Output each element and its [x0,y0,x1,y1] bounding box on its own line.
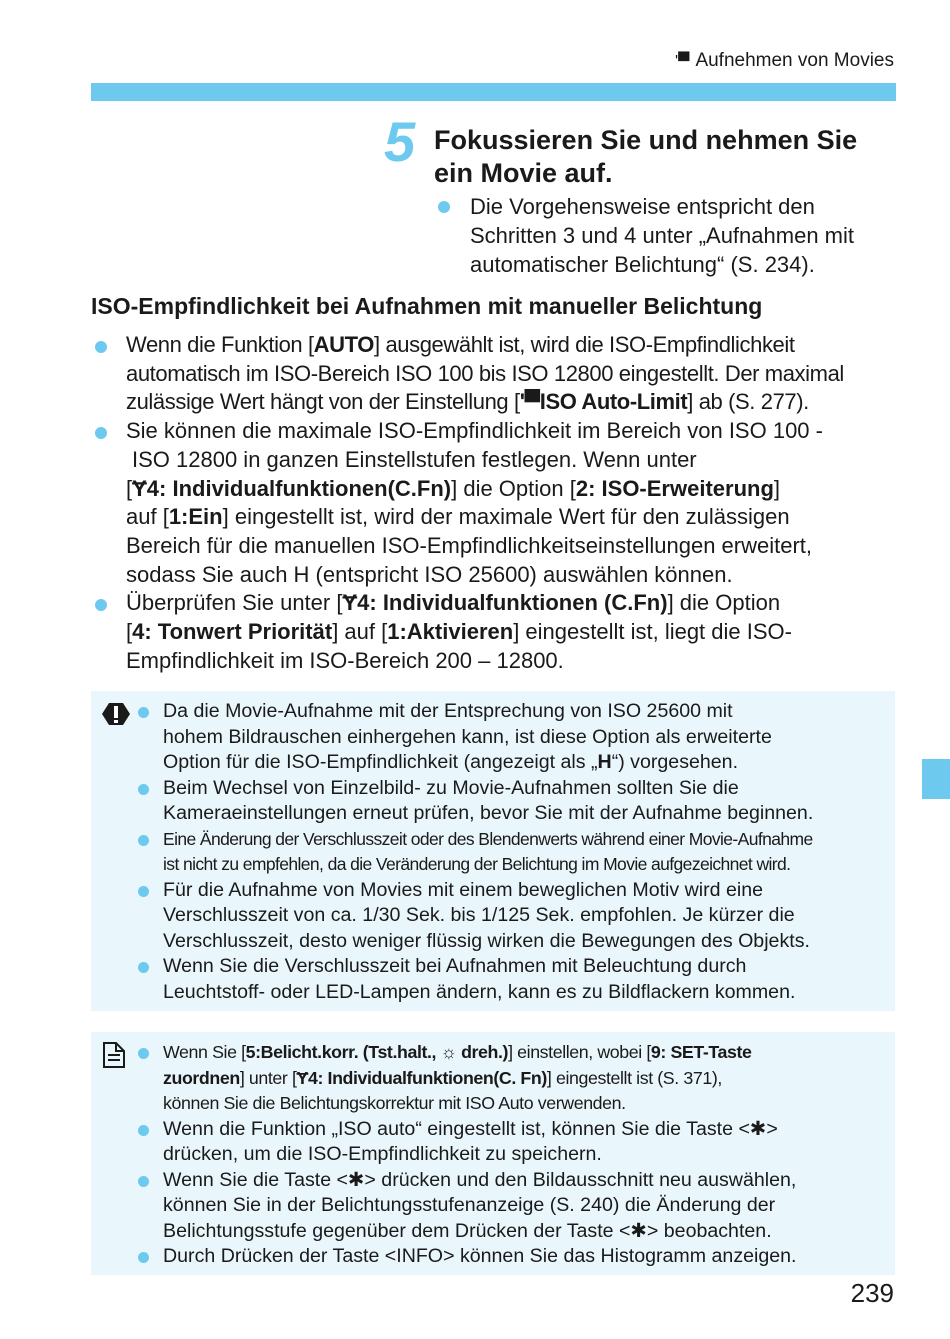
bullet-dot-icon [438,201,450,213]
list-item: Wenn die Funktion „ISO auto“ eingestellt ist, können Sie die Taste <✱> drücken, um die ISO-Empfindlichkeit zu speichern. [136,1117,886,1168]
list-item: Da die Movie-Aufnahme mit der Entsprechung von ISO 25600 mit hohem Bildrauschen einhergehen kann, ist diese Option als erweiterte Option für die ISO-Empfindlichkeit (angezeigt als „H“) vorgesehen. [136,699,886,776]
movie-camera-icon: '▀ [675,53,690,70]
header-title: Aufnehmen von Movies [695,50,894,71]
list-item: Durch Drücken der Taste <INFO> können Sie das Histogramm anzeigen. [136,1244,886,1270]
list-item: Sie können die maximale ISO-Empfindlichkeit im Bereich von ISO 100 - ISO 12800 in ganzen Einstellstufen festlegen. Wenn unter [Ɏ4: Individualfunktionen(C.Fn)] die Option [2: ISO-Erweiterung] auf [1:Ein] eingestellt ist, wird der maximale Wert für den zulässigen Bereich für die manuellen ISO-Empfindlichkeitseinstellungen erweitert, sodass Sie auch H (entspricht ISO 25600) auswählen können. [91,417,903,589]
bullet-dot-icon [138,1048,149,1059]
bullet-dot-icon [95,427,107,439]
bullet-dot-icon [138,886,149,897]
list-item: Beim Wechsel von Einzelbild- zu Movie-Aufnahmen sollten Sie die Kameraeinstellungen erneut prüfen, bevor Sie mit der Aufnahme beginnen. [136,776,886,827]
main-bullet-list [91,331,903,675]
bullet-dot-icon [138,835,149,846]
list-item: Wenn Sie die Taste <✱> drücken und den Bildausschnitt neu auswählen, können Sie in der Belichtungsstufenanzeige (S. 240) die Änderung der Belichtungsstufe gegenüber dem Drücken der Taste <✱> beobachten. [136,1168,886,1245]
ae-lock-icon: ✱ [348,1168,365,1191]
step-bullet: Die Vorgehensweise entspricht den Schritten 3 und 4 unter „Aufnahmen mit automatischer Belichtung“ (S. 234). [470,192,910,279]
step-title: Fokussieren Sie und nehmen Sie ein Movie auf. [434,125,858,188]
memo-list [136,1040,886,1270]
memo-box [91,1032,895,1275]
caution-box [91,691,895,1011]
bullet-dot-icon [95,341,107,353]
list-item: Wenn Sie [5:Belicht.korr. (Tst.halt., ☼ dreh.)] einstellen, wobei [9: SET-Taste zuordnen] unter [Ɏ4: Individualfunktionen(C. Fn)] eingestellt ist (S. 371), können Sie die Belichtungskorrektur mit ISO Auto verwenden. [136,1040,886,1117]
bullet-dot-icon [138,784,149,795]
list-item: Wenn Sie die Verschlusszeit bei Aufnahmen mit Beleuchtung durch Leuchtstoff- oder LED-Lampen ändern, kann es zu Bildflackern kommen. [136,954,886,1005]
chapter-tab [922,759,950,799]
bullet-dot-icon [138,707,149,718]
caution-list [136,699,886,1005]
memo-icon [101,1040,127,1070]
page-number: 239 [850,1278,894,1308]
ae-lock-icon: ✱ [630,1219,647,1242]
bullet-dot-icon [138,1252,149,1263]
list-item: Wenn die Funktion [AUTO] ausgewählt ist, wird die ISO-Empfindlichkeit automatisch im ISO-Bereich ISO 100 bis ISO 12800 eingestellt. Der maximal zulässige Wert hängt von der Einstellung ['▀ISO Auto-Limit] ab (S. 277). [91,331,903,417]
info-button-label: INFO [396,1245,444,1267]
section-heading: ISO-Empfindlichkeit bei Aufnahmen mit manueller Belichtung [91,293,763,319]
movie-camera-icon: '▀ [519,389,540,415]
running-header [675,50,894,72]
bullet-dot-icon [138,962,149,973]
header-bar [91,83,896,101]
dial-icon: ☼ [440,1042,457,1062]
caution-icon [101,699,131,729]
step-number: 5 [384,110,416,173]
bullet-dot-icon [138,1176,149,1187]
bullet-dot-icon [138,1125,149,1136]
list-item: Eine Änderung der Verschlusszeit oder des Blendenwerts während einer Movie-Aufnahme ist nicht zu empfehlen, da die Veränderung der Belichtung im Movie aufgezeichnet wird. [136,827,886,878]
ae-lock-icon: ✱ [749,1117,767,1140]
list-item: Für die Aufnahme von Movies mit einem beweglichen Motiv wird eine Verschlusszeit von ca. 1/30 Sek. bis 1/125 Sek. empfohlen. Je kürzer die Verschlusszeit, desto weniger flüssig wirken die Bewegungen des Objekts. [136,878,886,955]
list-item: Überprüfen Sie unter [Ɏ4: Individualfunktionen (C.Fn)] die Option [4: Tonwert Priorität] auf [1:Aktivieren] eingestellt ist, liegt die ISO- Empfindlichkeit im ISO-Bereich 200 – 12800. [91,589,903,675]
bullet-dot-icon [95,599,107,611]
